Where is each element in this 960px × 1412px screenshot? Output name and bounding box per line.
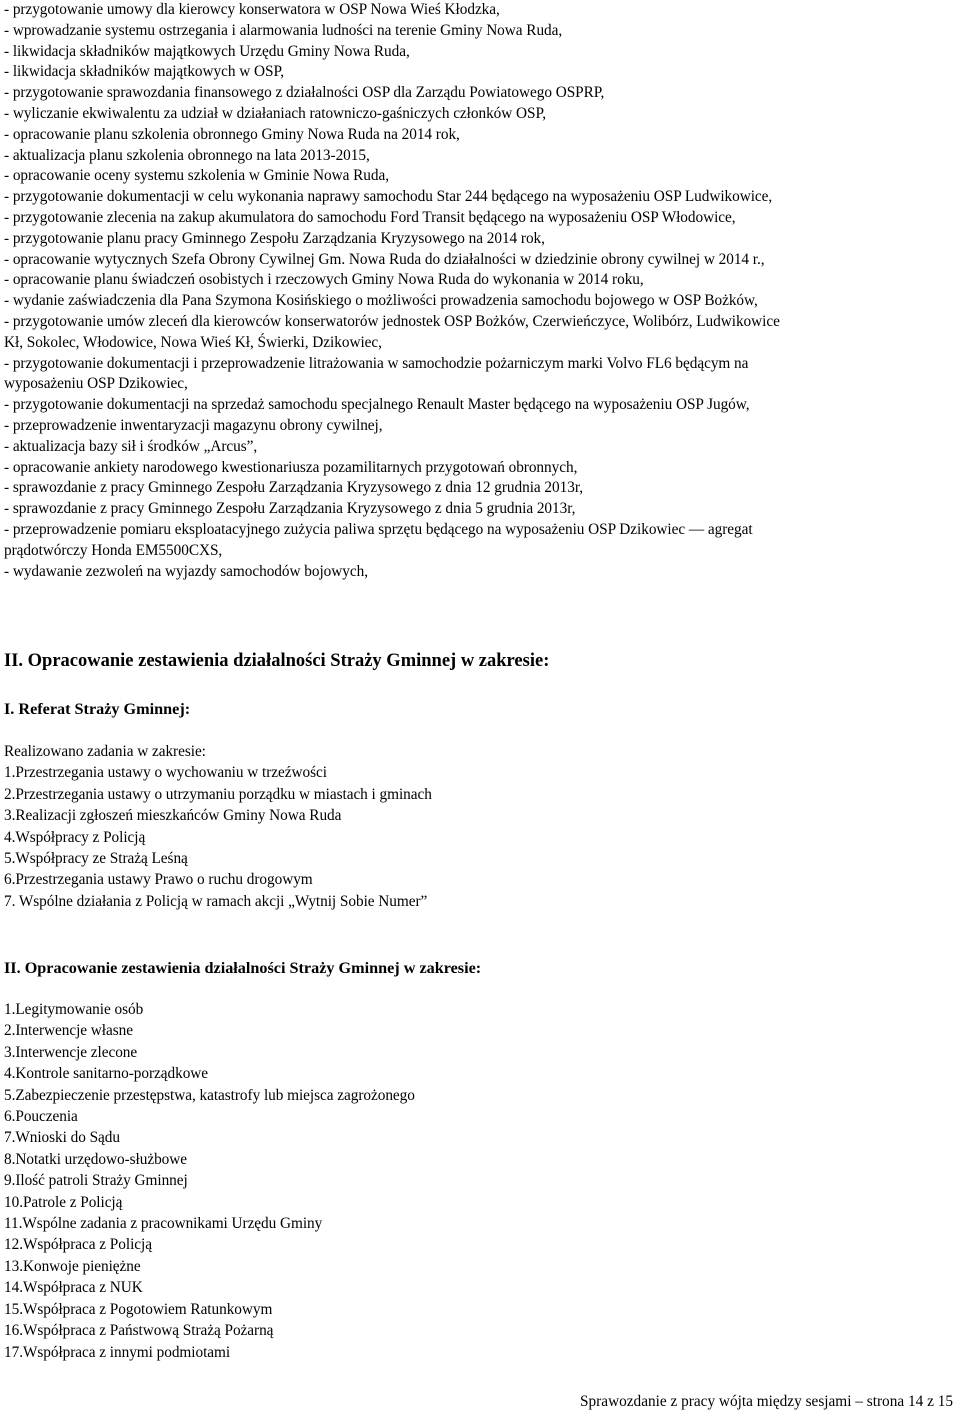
bullet-line: wyposażeniu OSP Dzikowiec, bbox=[4, 375, 188, 393]
task-item: 4.Współpracy z Policją bbox=[4, 828, 146, 846]
bullet-line: - opracowanie wytycznych Szefa Obrony Cywilnej Gm. Nowa Ruda do działalności w dziedzinie obrony cywilnej w 2014 r., bbox=[4, 250, 765, 268]
bullet-line: - wydanie zaświadczenia dla Pana Szymona Kosińskiego o możliwości prowadzenia samochodu bojowego w OSP Bożków, bbox=[4, 292, 758, 310]
bullet-line: - likwidacja składników majątkowych w OSP, bbox=[4, 63, 285, 81]
task-item: 1.Przestrzegania ustawy o wychowaniu w trzeźwości bbox=[4, 764, 327, 782]
tasks-block bbox=[4, 741, 944, 912]
section-heading-1: II. Opracowanie zestawienia działalności Straży Gminnej w zakresie: bbox=[4, 651, 550, 671]
activity-item: 14.Współpraca z NUK bbox=[4, 1279, 143, 1297]
bullet-line: - likwidacja składników majątkowych Urzędu Gminy Nowa Ruda, bbox=[4, 42, 410, 60]
task-item: 7. Wspólne działania z Policją w ramach akcji „Wytnij Sobie Numer” bbox=[4, 892, 428, 910]
bullet-line: - przygotowanie planu pracy Gminnego Zespołu Zarządzania Kryzysowego na 2014 rok, bbox=[4, 229, 545, 247]
bullet-line: - przygotowanie sprawozdania finansowego z działalności OSP dla Zarządu Powiatowego OSPRP, bbox=[4, 84, 605, 102]
activity-item: 3.Interwencje zlecone bbox=[4, 1043, 138, 1061]
bullet-line: - opracowanie ankiety narodowego kwestionariusza pozamilitarnych przygotowań obronnych, bbox=[4, 458, 578, 476]
activity-item: 11.Wspólne zadania z pracownikami Urzędu Gminy bbox=[4, 1215, 323, 1233]
activity-item: 17.Współpraca z innymi podmiotami bbox=[4, 1343, 231, 1361]
activity-item: 5.Zabezpieczenie przestępstwa, katastrofy lub miejsca zagrożonego bbox=[4, 1086, 415, 1104]
activity-item: 6.Pouczenia bbox=[4, 1108, 78, 1126]
bullet-line: - przygotowanie zlecenia na zakup akumulatora do samochodu Ford Transit będącego na wyposażeniu OSP Włodowice, bbox=[4, 208, 736, 226]
bullet-line: - opracowanie oceny systemu szkolenia w Gminie Nowa Ruda, bbox=[4, 167, 389, 185]
bullet-line: - sprawozdanie z pracy Gminnego Zespołu Zarządzania Kryzysowego z dnia 12 grudnia 2013r, bbox=[4, 479, 584, 497]
bullet-line: Kł, Sokolec, Włodowice, Nowa Wieś Kł, Świerki, Dzikowiec, bbox=[4, 333, 382, 351]
page-footer: Sprawozdanie z pracy wójta między sesjami – strona 14 z 15 bbox=[580, 1393, 953, 1410]
bullet-line: - opracowanie planu szkolenia obronnego Gminy Nowa Ruda na 2014 rok, bbox=[4, 125, 460, 143]
bullet-line: - opracowanie planu świadczeń osobistych i rzeczowych Gminy Nowa Ruda do wykonania w 2014 roku, bbox=[4, 271, 644, 289]
bullet-line: - przeprowadzenie pomiaru eksploatacyjnego zużycia paliwa sprzętu będącego na wyposażeniu OSP Dzikowiec — agregat bbox=[4, 520, 753, 538]
activity-item: 10.Patrole z Policją bbox=[4, 1193, 123, 1211]
activity-item: 16.Współpraca z Państwową Strażą Pożarną bbox=[4, 1322, 274, 1340]
activity-block bbox=[4, 999, 944, 1363]
bullet-list bbox=[4, 0, 954, 582]
bullet-line: - wydawanie zezwoleń na wyjazdy samochodów bojowych, bbox=[4, 562, 368, 580]
tasks-list bbox=[4, 762, 944, 912]
section-heading-2: II. Opracowanie zestawienia działalności Straży Gminnej w zakresie: bbox=[4, 959, 482, 977]
task-item: 2.Przestrzegania ustawy o utrzymaniu porządku w miastach i gminach bbox=[4, 785, 432, 803]
activity-list bbox=[4, 999, 944, 1363]
bullet-line: - sprawozdanie z pracy Gminnego Zespołu Zarządzania Kryzysowego z dnia 5 grudnia 2013r, bbox=[4, 500, 576, 518]
bullet-line: - przeprowadzenie inwentaryzacji magazynu obrony cywilnej, bbox=[4, 416, 383, 434]
subheading-referat: I. Referat Straży Gminnej: bbox=[4, 700, 191, 718]
bullet-line: - przygotowanie umowy dla kierowcy konserwatora w OSP Nowa Wieś Kłodzka, bbox=[4, 1, 500, 18]
activity-item: 4.Kontrole sanitarno-porządkowe bbox=[4, 1065, 209, 1083]
tasks-intro: Realizowano zadania w zakresie: bbox=[4, 743, 206, 760]
bullet-line: - wprowadzanie systemu ostrzegania i alarmowania ludności na terenie Gminy Nowa Ruda, bbox=[4, 21, 563, 39]
bullet-line: - przygotowanie dokumentacji na sprzedaż samochodu specjalnego Renault Master będącego na wyposażeniu OSP Jugów, bbox=[4, 396, 750, 414]
bullet-line: - przygotowanie dokumentacji i przeprowadzenie litrażowania w samochodzie pożarniczym marki Volvo FL6 będącym na bbox=[4, 354, 749, 372]
task-item: 6.Przestrzegania ustawy Prawo o ruchu drogowym bbox=[4, 871, 313, 889]
activity-item: 12.Współpraca z Policją bbox=[4, 1236, 152, 1254]
task-item: 5.Współpracy ze Strażą Leśną bbox=[4, 850, 188, 868]
bullet-line: - przygotowanie dokumentacji w celu wykonania naprawy samochodu Star 244 będącego na wyposażeniu OSP Ludwikowice, bbox=[4, 188, 773, 206]
task-item: 3.Realizacji zgłoszeń mieszkańców Gminy Nowa Ruda bbox=[4, 807, 342, 825]
activity-item: 7.Wnioski do Sądu bbox=[4, 1129, 120, 1147]
activity-item: 1.Legitymowanie osób bbox=[4, 1001, 144, 1018]
bullet-line: - przygotowanie umów zleceń dla kierowców konserwatorów jednostek OSP Bożków, Czerwieńczyce, Wolibórz, Ludwikowice bbox=[4, 312, 780, 330]
bullet-line: - aktualizacja bazy sił i środków „Arcus”, bbox=[4, 437, 258, 455]
activity-item: 13.Konwoje pieniężne bbox=[4, 1257, 141, 1275]
activity-item: 2.Interwencje własne bbox=[4, 1022, 133, 1040]
bullet-line: - wyliczanie ekwiwalentu za udział w działaniach ratowniczo-gaśniczych członków OSP, bbox=[4, 104, 547, 122]
activity-item: 15.Współpraca z Pogotowiem Ratunkowym bbox=[4, 1300, 273, 1318]
bullet-line: - aktualizacja planu szkolenia obronnego na lata 2013-2015, bbox=[4, 146, 370, 164]
activity-item: 9.Ilość patroli Straży Gminnej bbox=[4, 1172, 188, 1190]
activity-item: 8.Notatki urzędowo-służbowe bbox=[4, 1150, 188, 1168]
bullet-line: prądotwórczy Honda EM5500CXS, bbox=[4, 541, 223, 559]
